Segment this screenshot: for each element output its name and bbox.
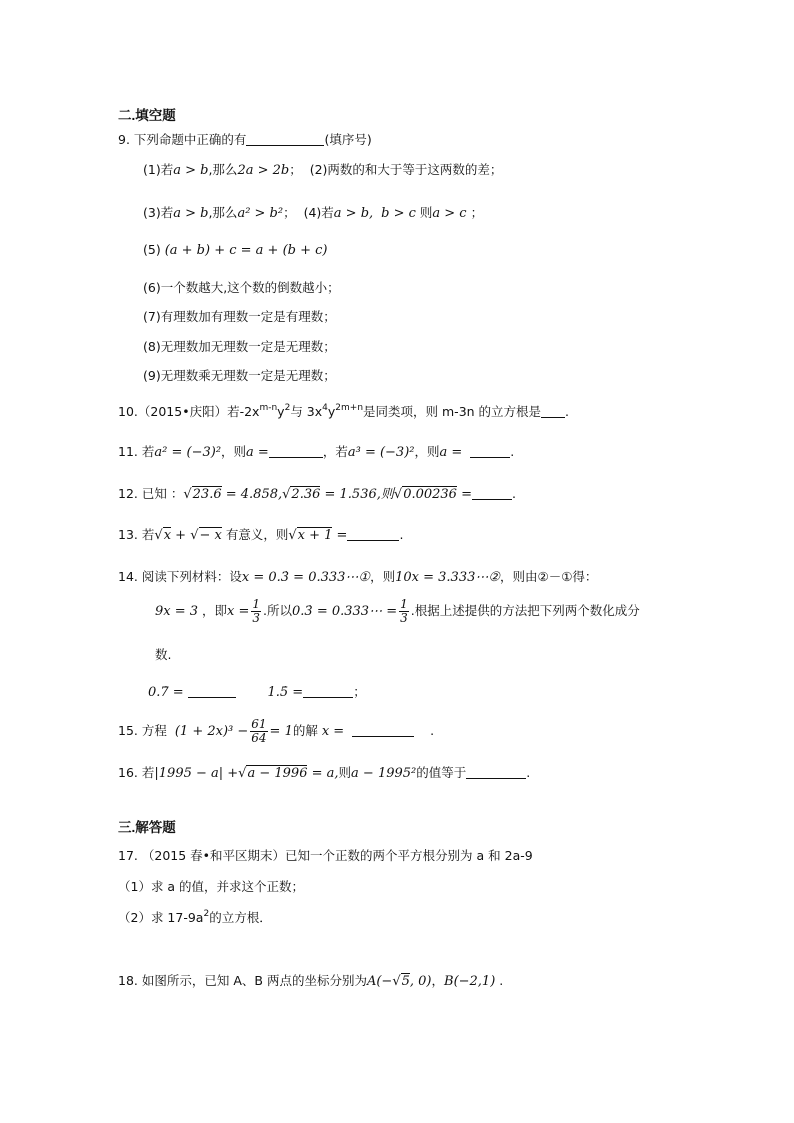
question-17-part-1: （1）求 a 的值，并求这个正数； bbox=[118, 879, 305, 894]
q9-item-9: (9)无理数乘无理数一定是无理数； bbox=[143, 368, 336, 383]
answer-blank[interactable] bbox=[188, 684, 236, 698]
question-number: 13. bbox=[118, 527, 138, 542]
q9-item-7: (7)有理数加有理数一定是有理数； bbox=[143, 309, 336, 324]
question-14-line-1: 14. 阅读下列材料：设x = 0.3̇ = 0.333⋯①，则10x = 3.333⋯②，则由②－①得： bbox=[118, 569, 598, 585]
question-12: 12. 已知 ：√23.6 = 4.858,√2.36 = 1.536,则√0.00236 = . bbox=[118, 486, 516, 502]
question-number: 14. bbox=[118, 569, 138, 584]
question-number: 17. bbox=[118, 848, 138, 863]
question-10: 10.（2015•庆阳）若$-2x^{m-n}y^2$与 $3x^4y^{2m+n}$是同类项，则 m-3n 的立方根是 . bbox=[118, 403, 570, 419]
answer-blank[interactable] bbox=[347, 527, 399, 541]
answer-blank[interactable] bbox=[269, 444, 323, 458]
question-number: 12. bbox=[118, 486, 138, 501]
q9-item-3-4: (3)若a > b,那么a² > b²； (4)若a > b, b > c 则a > c ； bbox=[143, 205, 484, 221]
question-14-line-3: 数. bbox=[155, 647, 172, 662]
question-16: 16. 若|1995 − a| +√a − 1996 = a,则a − 1995²的值等于 . bbox=[118, 765, 531, 781]
q9-item-6: (6)一个数越大,这个数的倒数越小； bbox=[143, 280, 340, 295]
answer-blank[interactable] bbox=[470, 444, 510, 458]
question-number: 11. bbox=[118, 444, 138, 459]
answer-blank[interactable] bbox=[246, 132, 324, 146]
answer-blank[interactable] bbox=[352, 723, 414, 737]
answer-blank[interactable] bbox=[541, 404, 565, 418]
answer-blank[interactable] bbox=[466, 765, 526, 779]
section-title-fill-blank: 二.填空题 bbox=[118, 108, 176, 123]
question-17: 17. （2015 春•和平区期末）已知一个正数的两个平方根分别为 a 和 2a-9 bbox=[118, 848, 533, 863]
source-tag: （2015•庆阳） bbox=[137, 404, 228, 419]
question-11: 11. 若a² = (−3)²，则a = ，若a³ = (−3)²，则a = . bbox=[118, 444, 515, 460]
question-13: 13. 若√x + √− x 有意义，则√x + 1 = . bbox=[118, 527, 404, 543]
question-number: 16. bbox=[118, 765, 138, 780]
q9-item-1-2: (1)若a > b,那么2a > 2b； (2)两数的和大于等于这两数的差； bbox=[143, 162, 503, 178]
section-title-solve: 三.解答题 bbox=[118, 820, 176, 835]
question-9-stem: 9. 下列命题中正确的有 (填序号) bbox=[118, 132, 372, 147]
question-15: 15. 方程 (1 + 2x)³ − $\frac{61}{64}$ = 1的解 x = . bbox=[118, 717, 435, 745]
q9-item-5: (5) (a + b) + c = a + (b + c) bbox=[143, 242, 328, 258]
question-number: 18. bbox=[118, 973, 138, 988]
question-14-line-4: 0.7̇ = 1.5̇ = ； bbox=[148, 684, 366, 700]
question-14-line-2: 9x = 3 ，即x = $\frac{1}{3}$ .所以0.3̇ = 0.333⋯ = $\frac{1}{3}$ .根据上述提供的方法把下列两个数化成分 bbox=[155, 597, 640, 625]
answer-blank[interactable] bbox=[303, 684, 353, 698]
question-number: 15. bbox=[118, 723, 138, 738]
question-18: 18. 如图所示，已知 A、B 两点的坐标分别为A(−√5, 0)，B(−2,1) . bbox=[118, 973, 504, 989]
question-number: 9. bbox=[118, 132, 130, 147]
question-number: 10. bbox=[118, 404, 138, 419]
q9-item-8: (8)无理数加无理数一定是无理数； bbox=[143, 339, 336, 354]
question-17-part-2: （2）求 $17-9a^2$的立方根． bbox=[118, 909, 272, 925]
answer-blank[interactable] bbox=[472, 486, 512, 500]
